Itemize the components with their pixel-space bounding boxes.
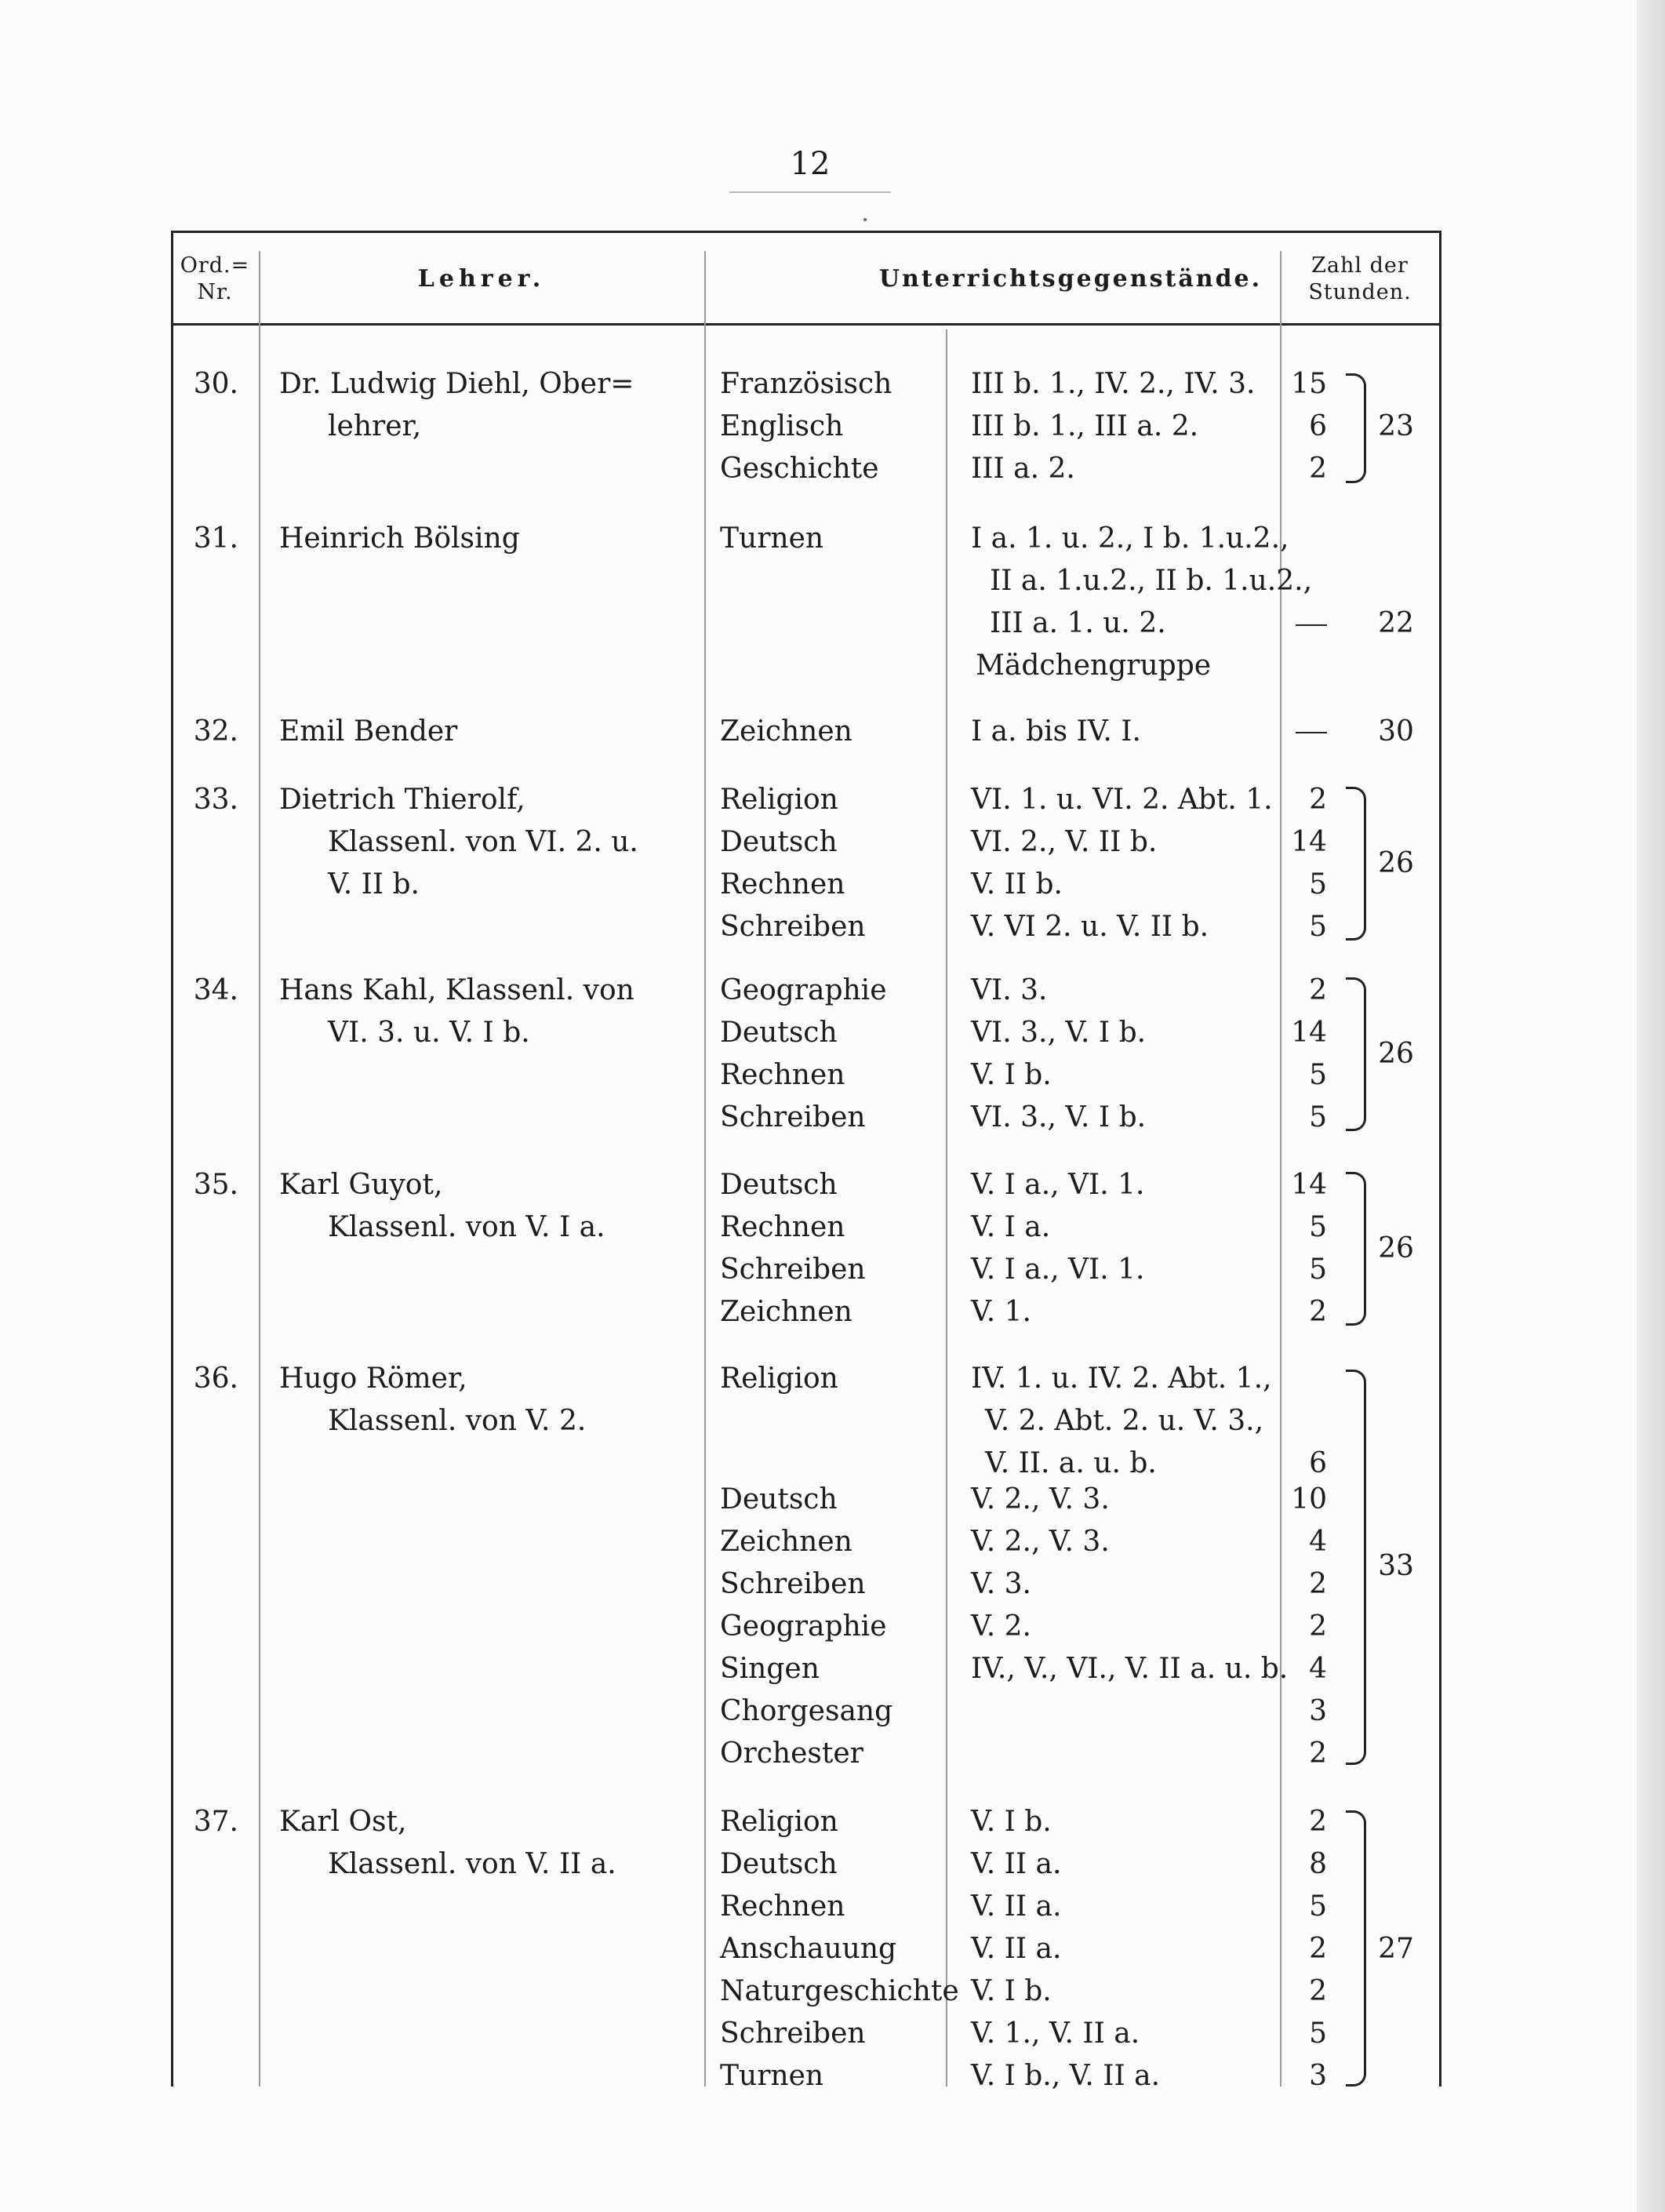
subject: Chorgesang (720, 1695, 893, 1727)
hours-value: 14 (1291, 826, 1327, 858)
class-list: III b. 1., IV. 2., IV. 3. (971, 368, 1256, 400)
table-left-border (171, 231, 173, 2086)
class-list: II a. 1.u.2., II b. 1.u.2., (990, 565, 1313, 597)
hours-brace (1346, 373, 1366, 483)
total-hours: 26 (1378, 847, 1414, 879)
total-hours: 30 (1378, 715, 1414, 748)
entry-number: 32. (193, 715, 238, 748)
page-number-underline (729, 191, 891, 193)
hours-value: 15 (1291, 368, 1327, 400)
header-hours (1283, 253, 1437, 306)
hours-brace (1346, 787, 1366, 940)
hours-brace (1346, 977, 1366, 1131)
header-hours-line-1: Zahl der (1311, 253, 1409, 278)
page-number: 12 (790, 146, 831, 182)
header-hours-line-2: Stunden. (1308, 280, 1412, 304)
subject: Deutsch (720, 1848, 838, 1880)
class-list: V. II. a. u. b. (985, 1447, 1157, 1479)
subject: Rechnen (720, 1059, 845, 1091)
hours-dash (1296, 732, 1327, 733)
hours-value: 3 (1309, 2060, 1327, 2092)
class-list: V. 1. (971, 1296, 1031, 1328)
subject: Deutsch (720, 1169, 838, 1201)
subject: Zeichnen (720, 715, 852, 748)
subject: Rechnen (720, 1211, 845, 1243)
teacher-name-line: Klassenl. von V. 2. (328, 1405, 587, 1437)
subject: Deutsch (720, 1017, 838, 1049)
class-list: V. 2., V. 3. (971, 1483, 1110, 1515)
total-hours: 26 (1378, 1038, 1414, 1070)
teacher-name-line: Karl Ost, (279, 1806, 407, 1838)
hours-value: 2 (1309, 1737, 1327, 1770)
hours-value: 3 (1309, 1695, 1327, 1727)
class-list: III a. 2. (971, 453, 1075, 485)
subject: Religion (720, 1362, 838, 1395)
subject: Rechnen (720, 868, 845, 900)
total-hours: 33 (1378, 1550, 1414, 1582)
hours-brace (1346, 1172, 1366, 1326)
subject: Englisch (720, 410, 844, 442)
printer-speck (863, 218, 867, 221)
hours-value: 5 (1309, 1211, 1327, 1243)
subject: Schreiben (720, 911, 866, 943)
header-nr-line-1: Ord.= (180, 253, 250, 278)
header-nr-line-2: Nr. (197, 280, 233, 304)
header-teacher: Lehrer. (417, 265, 546, 293)
table-top-rule (171, 231, 1441, 233)
subject: Naturgeschichte (720, 1975, 959, 2007)
class-list: V. II b. (971, 868, 1063, 900)
hours-brace (1346, 1370, 1366, 1765)
subject: Orchester (720, 1737, 863, 1770)
class-list: V. 1., V. II a. (971, 2017, 1140, 2050)
subject: Singen (720, 1653, 820, 1685)
teacher-name-line: Dietrich Thierolf, (279, 784, 525, 816)
entry-number: 35. (193, 1169, 238, 1201)
subject: Zeichnen (720, 1296, 852, 1328)
hours-value: 2 (1309, 1568, 1327, 1600)
hours-dash (1296, 624, 1327, 626)
entry-number: 36. (193, 1362, 238, 1395)
subject: Französisch (720, 368, 892, 400)
hours-value: 2 (1309, 1806, 1327, 1838)
subject: Turnen (720, 522, 824, 555)
subject: Geschichte (720, 453, 879, 485)
class-list: V. II a. (971, 1848, 1062, 1880)
header-nr (174, 253, 256, 306)
header-subjects: Unterrichtsgegenstände. (878, 265, 1263, 293)
class-list: IV., V., VI., V. II a. u. b. (971, 1653, 1289, 1685)
class-list: Mädchengruppe (976, 649, 1212, 682)
hours-value: 2 (1309, 1296, 1327, 1328)
hours-value: 5 (1309, 868, 1327, 900)
total-hours: 23 (1378, 410, 1414, 442)
total-hours: 27 (1378, 1933, 1414, 1965)
hours-value: 5 (1309, 911, 1327, 943)
header-bottom-rule (171, 323, 1441, 326)
subject: Rechnen (720, 1890, 845, 1923)
subject: Anschauung (720, 1933, 897, 1965)
class-list: VI. 3., V. I b. (971, 1101, 1147, 1133)
teacher-name-line: VI. 3. u. V. I b. (328, 1017, 530, 1049)
teacher-name-line: V. II b. (328, 868, 420, 900)
subject: Turnen (720, 2060, 824, 2092)
entry-number: 33. (193, 784, 238, 816)
hours-value: 2 (1309, 1975, 1327, 2007)
entry-number: 31. (193, 522, 238, 555)
hours-value: 14 (1291, 1017, 1327, 1049)
class-list: V. II a. (971, 1933, 1062, 1965)
class-list: V. I b. (971, 1975, 1052, 2007)
hours-value: 6 (1309, 410, 1327, 442)
hours-value: 5 (1309, 2017, 1327, 2050)
hours-value: 2 (1309, 974, 1327, 1006)
teacher-name-line: Emil Bender (279, 715, 458, 748)
entry-number: 37. (193, 1806, 238, 1838)
teacher-name-line: Klassenl. von V. I a. (328, 1211, 605, 1243)
teacher-name-line: Dr. Ludwig Diehl, Ober= (279, 368, 634, 400)
entry-number: 30. (193, 368, 238, 400)
total-hours: 26 (1378, 1232, 1414, 1264)
subject: Deutsch (720, 1483, 838, 1515)
hours-value: 10 (1291, 1483, 1327, 1515)
page-edge-shadow (1637, 0, 1665, 2212)
class-list: III a. 1. u. 2. (990, 607, 1166, 639)
hours-brace (1346, 1810, 1366, 2086)
class-list: V. I b., V. II a. (971, 2060, 1161, 2092)
hours-value: 2 (1309, 1933, 1327, 1965)
class-list: V. VI 2. u. V. II b. (971, 911, 1209, 943)
teacher-name-line: Klassenl. von V. II a. (328, 1848, 616, 1880)
teacher-name-line: Karl Guyot, (279, 1169, 443, 1201)
hours-value: 2 (1309, 1610, 1327, 1643)
class-list: VI. 3. (971, 974, 1048, 1006)
teacher-name-line: Hans Kahl, Klassenl. von (279, 974, 634, 1006)
hours-value: 4 (1309, 1526, 1327, 1558)
hours-value: 6 (1309, 1447, 1327, 1479)
hours-value: 5 (1309, 1059, 1327, 1091)
class-list: V. II a. (971, 1890, 1062, 1923)
class-list: VI. 3., V. I b. (971, 1017, 1147, 1049)
subject: Schreiben (720, 1101, 866, 1133)
hours-value: 2 (1309, 784, 1327, 816)
hours-value: 4 (1309, 1653, 1327, 1685)
subject: Geographie (720, 1610, 887, 1643)
class-list: I a. bis IV. I. (971, 715, 1141, 748)
column-divider-subject (946, 329, 947, 2086)
subject: Schreiben (720, 1253, 866, 1286)
class-list: VI. 1. u. VI. 2. Abt. 1. (971, 784, 1273, 816)
teacher-name-line: Heinrich Bölsing (279, 522, 520, 555)
subject: Zeichnen (720, 1526, 852, 1558)
total-hours: 22 (1378, 607, 1414, 639)
subject: Schreiben (720, 2017, 866, 2050)
column-divider-nr (259, 251, 260, 2086)
subject: Religion (720, 1806, 838, 1838)
hours-value: 5 (1309, 1101, 1327, 1133)
class-list: I a. 1. u. 2., I b. 1.u.2., (971, 522, 1289, 555)
class-list: V. I b. (971, 1806, 1052, 1838)
hours-value: 8 (1309, 1848, 1327, 1880)
hours-value: 5 (1309, 1253, 1327, 1286)
teacher-name-line: Klassenl. von VI. 2. u. (328, 826, 638, 858)
hours-value: 14 (1291, 1169, 1327, 1201)
class-list: V. 2. (971, 1610, 1031, 1643)
teacher-name-line: Hugo Römer, (279, 1362, 467, 1395)
hours-value: 5 (1309, 1890, 1327, 1923)
class-list: V. 2., V. 3. (971, 1526, 1110, 1558)
subject: Schreiben (720, 1568, 866, 1600)
subject: Religion (720, 784, 838, 816)
entry-number: 34. (193, 974, 238, 1006)
class-list: V. I a., VI. 1. (971, 1253, 1145, 1286)
table-right-border (1439, 231, 1441, 2086)
subject: Geographie (720, 974, 887, 1006)
class-list: V. I b. (971, 1059, 1052, 1091)
class-list: V. 2. Abt. 2. u. V. 3., (985, 1405, 1264, 1437)
column-divider-teacher (704, 251, 706, 2086)
hours-value: 2 (1309, 453, 1327, 485)
class-list: IV. 1. u. IV. 2. Abt. 1., (971, 1362, 1272, 1395)
class-list: III b. 1., III a. 2. (971, 410, 1199, 442)
class-list: V. I a., VI. 1. (971, 1169, 1145, 1201)
class-list: VI. 2., V. II b. (971, 826, 1158, 858)
class-list: V. 3. (971, 1568, 1031, 1600)
class-list: V. I a. (971, 1211, 1051, 1243)
teacher-name-line: lehrer, (328, 410, 422, 442)
subject: Deutsch (720, 826, 838, 858)
